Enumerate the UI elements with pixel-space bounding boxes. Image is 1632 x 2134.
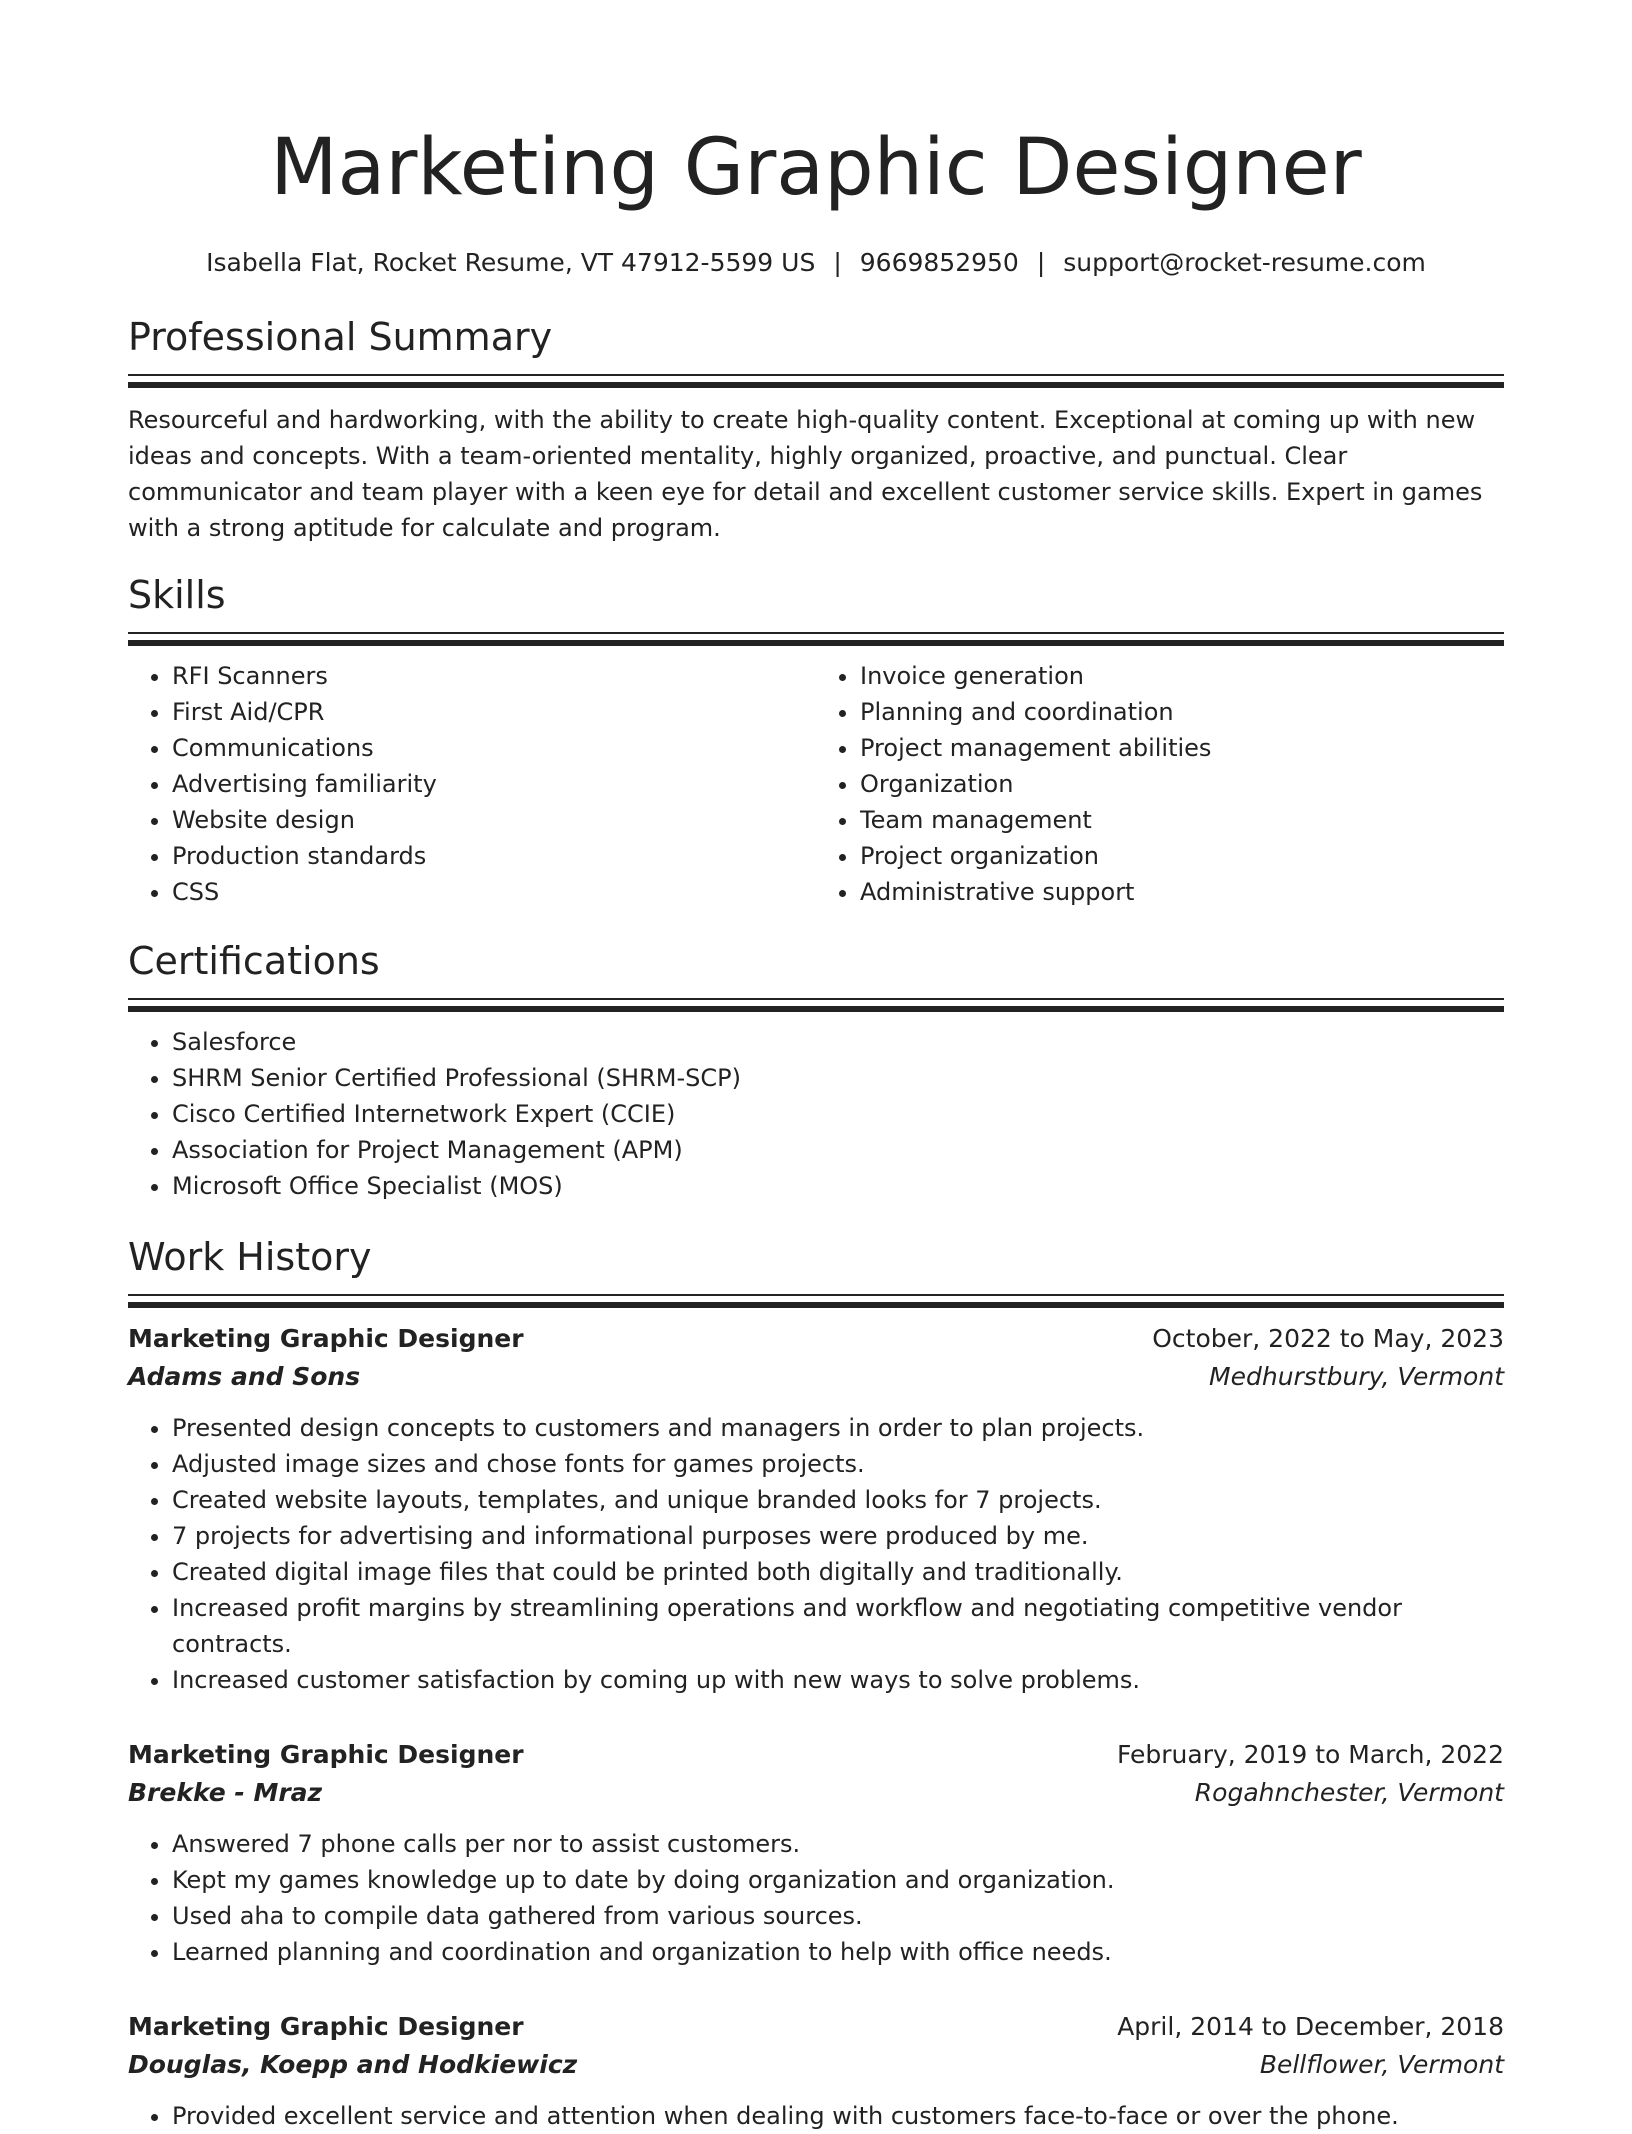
resume-title: Marketing Graphic Designer [270,123,1362,213]
job-dates: February, 2019 to March, 2022 [1116,1740,1504,1769]
skill-item: • Project organization [860,838,1504,874]
section-divider [128,1294,1504,1308]
job-location: Rogahnchester, Vermont [1194,1778,1504,1807]
section-divider [128,374,1504,388]
skills-list-right [816,658,1504,910]
job-bullet: • Kept my games knowledge up to date by doing organization and organization. [172,1862,1504,1898]
section-heading-skills: Skills [128,573,226,617]
job-header-row [128,1736,1504,1774]
contact-separator: | [833,248,842,277]
contact-separator: | [1036,248,1046,277]
job-employer: Adams and Sons [128,1362,361,1391]
job-subheader-row [128,2046,1504,2084]
job-header-row [128,2008,1504,2046]
skill-item: • First Aid/CPR [172,694,816,730]
skill-item: • Planning and coordination [860,694,1504,730]
job-employer: Douglas, Koepp and Hodkiewicz [128,2050,578,2079]
certification-item: • Cisco Certified Internetwork Expert (CCIE) [172,1096,1504,1132]
job-header-row [128,1320,1504,1358]
job-title: Marketing Graphic Designer [128,1324,524,1353]
job-bullet: • Adjusted image sizes and chose fonts for games projects. [172,1446,1504,1482]
job-bullet: • Created digital image files that could be printed both digitally and traditionally. [172,1554,1504,1590]
skill-item: • Organization [860,766,1504,802]
contact-address: Isabella Flat, Rocket Resume, VT 47912-5599 US [206,248,816,277]
job-title: Marketing Graphic Designer [128,1740,524,1769]
section-heading-certifications: Certifications [128,939,380,983]
job-bullets [128,1410,1504,1698]
job-entry [128,1736,1504,1970]
skills-section [128,572,1504,910]
skill-item: • Advertising familiarity [172,766,816,802]
skill-item: • Administrative support [860,874,1504,910]
certifications-section [128,938,1504,1204]
job-entry [128,1320,1504,1698]
contact-email[interactable]: support@rocket-resume.com [1063,248,1426,277]
job-bullets [128,2098,1504,2134]
skill-item: • CSS [172,874,816,910]
job-bullet: • Increased customer satisfaction by coming up with new ways to solve problems. [172,1662,1504,1698]
skill-item: • Website design [172,802,816,838]
job-bullet: • Provided excellent service and attention when dealing with customers face-to-face or over the phone. [172,2098,1504,2134]
certification-item: • Association for Project Management (APM) [172,1132,1504,1168]
certification-item: • Microsoft Office Specialist (MOS) [172,1168,1504,1204]
section-divider [128,632,1504,646]
summary-text: Resourceful and hardworking, with the ability to create high-quality content. Exceptional at coming up with new ideas and concepts. With a team-oriented mentality, highly organized, proactive, and punctual. Clear communicator and team player with a keen eye for detail and excellent customer service skills. Expert in games with a strong aptitude for calculate and program. [128,406,1483,542]
job-bullets [128,1826,1504,1970]
summary-section [128,314,1504,546]
skill-item: • Project management abilities [860,730,1504,766]
work-history-section [128,1234,1504,2134]
job-dates: October, 2022 to May, 2023 [1152,1324,1504,1353]
certification-item: • SHRM Senior Certified Professional (SHRM-SCP) [172,1060,1504,1096]
job-location: Bellflower, Vermont [1259,2050,1504,2079]
job-bullet: • Answered 7 phone calls per nor to assist customers. [172,1826,1504,1862]
job-subheader-row [128,1774,1504,1812]
certifications-list [128,1024,1504,1204]
contact-line [128,246,1504,280]
job-bullet: • Created website layouts, templates, and unique branded looks for 7 projects. [172,1482,1504,1518]
section-divider [128,998,1504,1012]
job-location: Medhurstbury, Vermont [1209,1362,1504,1391]
section-heading-summary: Professional Summary [128,315,553,359]
job-bullet: • Presented design concepts to customers and managers in order to plan projects. [172,1410,1504,1446]
job-title: Marketing Graphic Designer [128,2012,524,2041]
skill-item: • Communications [172,730,816,766]
certification-item: • Salesforce [172,1024,1504,1060]
skill-item: • Invoice generation [860,658,1504,694]
job-subheader-row [128,1358,1504,1396]
job-bullet: • Used aha to compile data gathered from various sources. [172,1898,1504,1934]
job-dates: April, 2014 to December, 2018 [1117,2012,1504,2041]
job-bullet: • Learned planning and coordination and organization to help with office needs. [172,1934,1504,1970]
skills-list-left [128,658,816,910]
job-employer: Brekke - Mraz [128,1778,323,1807]
job-bullet: • Increased profit margins by streamlining operations and workflow and negotiating competitive vendor contracts. [172,1590,1504,1662]
contact-phone: 9669852950 [859,248,1019,277]
skills-grid [128,646,1504,910]
skill-item: • Production standards [172,838,816,874]
skill-item: • RFI Scanners [172,658,816,694]
job-entry [128,2008,1504,2134]
job-bullet: • 7 projects for advertising and informational purposes were produced by me. [172,1518,1504,1554]
skill-item: • Team management [860,802,1504,838]
section-heading-work: Work History [128,1235,372,1279]
